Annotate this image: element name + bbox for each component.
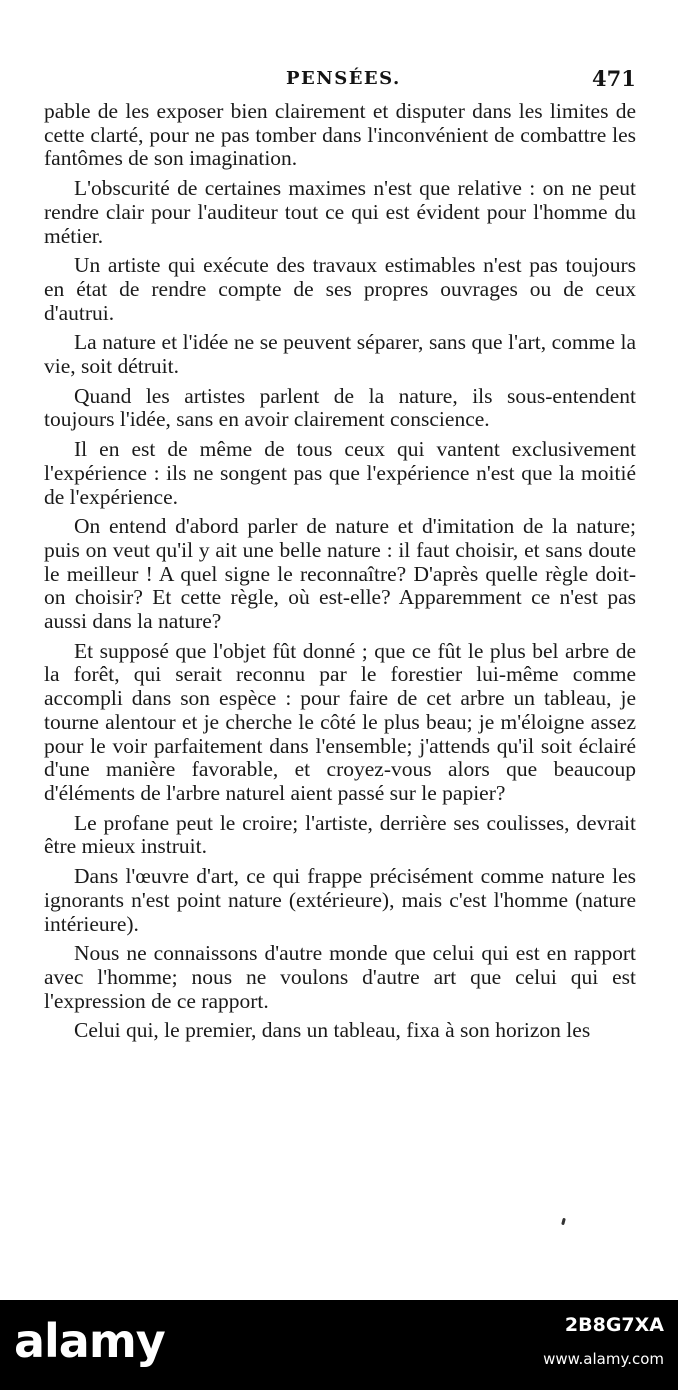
running-head	[0, 68, 678, 98]
body-text	[44, 100, 636, 1049]
paragraph: Il en est de même de tous ceux qui vantent exclusivement l'expérience : ils ne songent pas que l'expérience n'est que la moitié de l'expérience.	[44, 437, 636, 509]
running-title: PENSÉES.	[286, 68, 401, 89]
paragraph: Le profane peut le croire; l'artiste, derrière ses coulisses, devrait être mieux instruit.	[44, 810, 636, 859]
paragraph: Un artiste qui exécute des travaux estimables n'est pas toujours en état de rendre compte de ses propres ouvrages ou de ceux d'autrui.	[44, 253, 636, 325]
paragraph: Dans l'œuvre d'art, ce qui frappe précisément comme nature les ignorants n'est point nature (extérieure), mais c'est l'homme (nature intérieure).	[44, 864, 636, 936]
paragraph: pable de les exposer bien clairement et disputer dans les limites de cette clarté, pour ne pas tomber dans l'inconvénient de combattre les fantômes de son imagination.	[44, 99, 636, 171]
ink-speck	[561, 1218, 566, 1226]
paragraph: La nature et l'idée ne se peuvent séparer, sans que l'art, comme la vie, soit détruit.	[44, 330, 636, 379]
paragraph: L'obscurité de certaines maximes n'est que relative : on ne peut rendre clair pour l'auditeur tout ce qui est évident pour l'homme du métier.	[44, 176, 636, 248]
page-number: 471	[592, 66, 636, 91]
image-id: 2B8G7XA	[564, 1314, 664, 1336]
paragraph: Nous ne connaissons d'autre monde que celui qui est en rapport avec l'homme; nous ne voulons d'autre art que celui qui est l'expression de ce rapport.	[44, 941, 636, 1013]
paragraph: Celui qui, le premier, dans un tableau, fixa à son horizon les	[74, 1018, 591, 1043]
brand-name: alamy	[14, 1314, 165, 1368]
paragraph: Et supposé que l'objet fût donné ; que ce fût le plus bel arbre de la forêt, qui serait reconnu par le forestier lui-même comme accompli dans son espèce : pour faire de cet arbre un tableau, je tourne alentour et je cherche le côté le plus beau; je m'éloigne assez pour le voir parfaitement dans l'ensemble; j'attends qu'il soit éclairé d'une manière favorable, et croyez-vous alors que beaucoup d'éléments de l'arbre naturel aient passé sur le papier?	[44, 638, 636, 805]
watermark-bar	[0, 1300, 678, 1390]
site-url: www.alamy.com	[543, 1350, 664, 1368]
paragraph: On entend d'abord parler de nature et d'imitation de la nature; puis on veut qu'il y ait une belle nature : il faut choisir, et sans doute le meilleur ! A quel signe le reconnaître? D'après quelle règle doit-on choisir? Et cette règle, où est-elle? Apparemment ce n'est pas aussi dans la nature?	[44, 514, 636, 634]
paragraph: Quand les artistes parlent de la nature, ils sous-entendent toujours l'idée, sans en avoir clairement conscience.	[44, 383, 636, 432]
brand-logo	[14, 1314, 165, 1368]
